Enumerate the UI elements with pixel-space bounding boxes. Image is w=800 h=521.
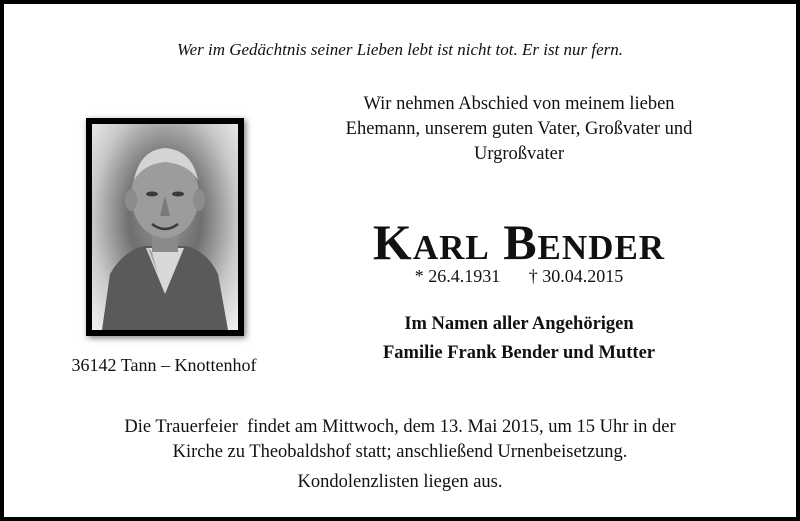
portrait-figure bbox=[92, 124, 238, 330]
intro-line: Wir nehmen Abschied von meinem lieben bbox=[363, 94, 675, 114]
funeral-service-info bbox=[4, 415, 796, 465]
family-line: Im Namen aller Angehörigen bbox=[404, 314, 634, 334]
family-line: Familie Frank Bender und Mutter bbox=[382, 343, 655, 363]
family-signature bbox=[304, 310, 734, 368]
portrait-photo bbox=[86, 118, 244, 336]
service-line: Die Trauerfeier findet am Mittwoch, dem 13. Mai 2015, um 15 Uhr in der bbox=[124, 417, 676, 437]
location-text: 36142 Tann – Knottenhof bbox=[71, 355, 257, 375]
service-line: Kirche zu Theobaldshof statt; anschließend Urnenbeisetzung. bbox=[172, 442, 628, 462]
motto-quote: Wer im Gedächtnis seiner Lieben lebt ist nicht tot. Er ist nur fern. bbox=[176, 40, 624, 59]
deceased-name: Karl Bender bbox=[372, 214, 666, 270]
farewell-intro bbox=[304, 92, 734, 167]
death-date: † 30.04.2015 bbox=[528, 266, 624, 286]
intro-line: Ehemann, unserem guten Vater, Großvater und bbox=[345, 119, 693, 139]
condolence-note: Kondolenzlisten liegen aus. bbox=[297, 472, 503, 492]
portrait-image bbox=[92, 124, 238, 330]
birth-date: * 26.4.1931 bbox=[414, 266, 501, 286]
intro-line: Urgroßvater bbox=[473, 144, 565, 164]
life-dates bbox=[304, 266, 734, 287]
